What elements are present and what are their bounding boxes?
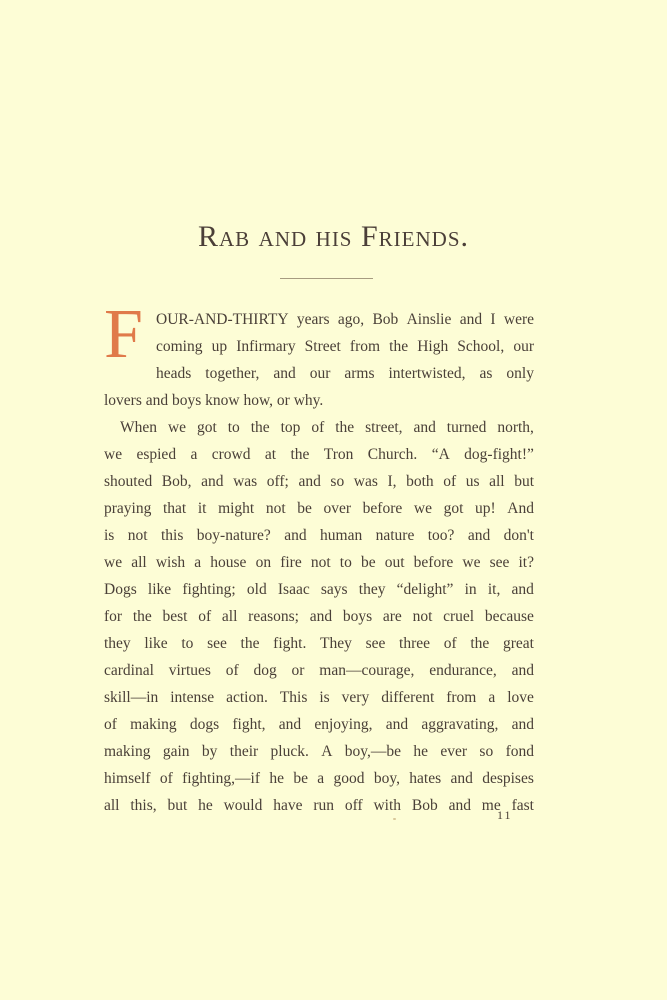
text-line: When we got to the top of the street, and turned north, [120,419,534,436]
chapter-title [0,220,667,254]
paper-speck [393,818,396,820]
drop-cap-letter: F [104,296,143,373]
text-line: they like to see the fight. They see three of the great [104,635,534,652]
body-text [104,296,534,819]
text-line: praying that it might not be over before we got up! And [104,500,534,517]
page-number: 11 [497,808,513,822]
text-line: cardinal virtues of dog or man—courage, endurance, and [104,662,534,679]
text-line: making gain by their pluck. A boy,—be he ever so fond [104,743,534,760]
title-divider-rule [280,278,373,279]
chapter-title-text: Rab and his Friends. [197,220,470,253]
text-line: we all wish a house on fire not to be out before we see it? [104,554,534,571]
text-line: skill—in intense action. This is very different from a love [104,689,534,706]
text-line: is not this boy-nature? and human nature too? and don't [104,527,534,544]
text-line: Dogs like fighting; old Isaac says they “delight” in it, and [104,581,534,598]
text-line: all this, but he would have run off with Bob and me fast [104,797,534,814]
text-line: we espied a crowd at the Tron Church. “A dog-fight!” [104,446,534,463]
text-line: lovers and boys know how, or why. [104,392,324,409]
text-line: OUR-AND-THIRTY years ago, Bob Ainslie and I were [156,311,534,328]
text-line: coming up Infirmary Street from the High School, our [156,338,534,355]
text-line: shouted Bob, and was off; and so was I, both of us all but [104,473,534,490]
text-line: heads together, and our arms intertwisted, as only [156,365,534,382]
text-line: of making dogs fight, and enjoying, and aggravating, and [104,716,534,733]
text-line: himself of fighting,—if he be a good boy, hates and despises [104,770,534,787]
text-line: for the best of all reasons; and boys are not cruel because [104,608,534,625]
